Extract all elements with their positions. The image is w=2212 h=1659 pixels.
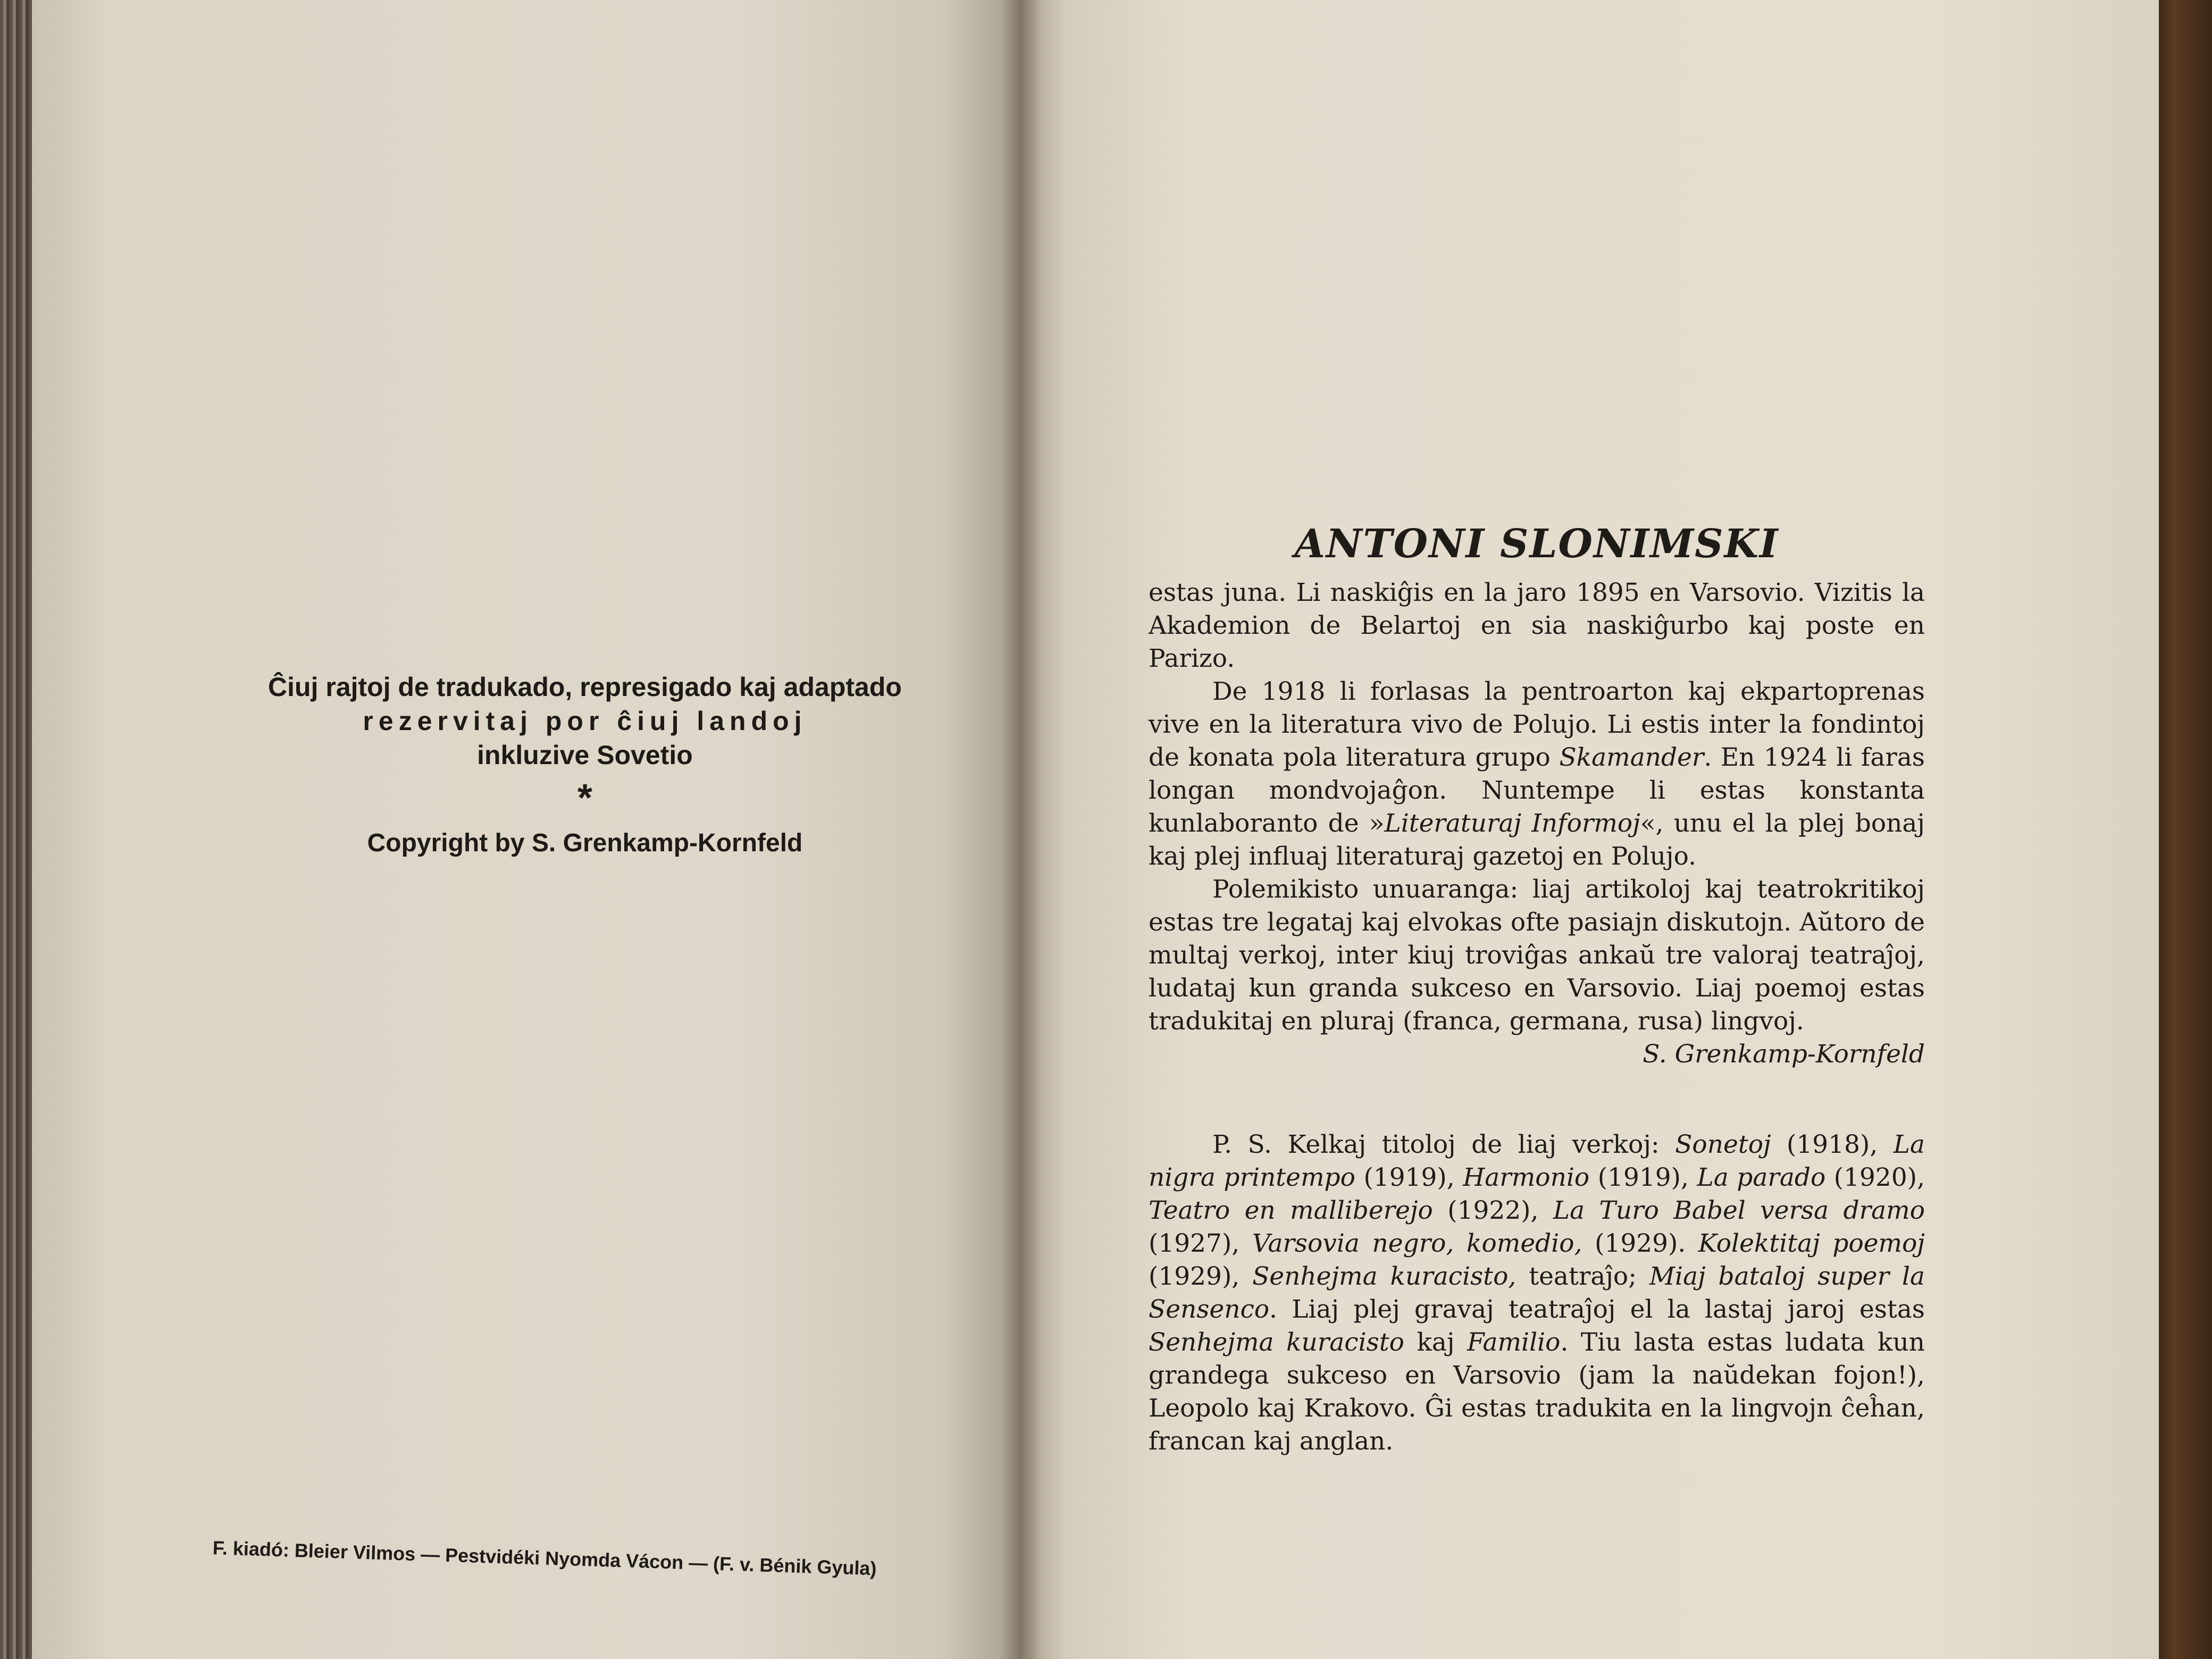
paragraph-birth: estas juna. Li naskiĝis en la jaro 1895 en Varsovio. Vizitis la Akademion de Belartoj en sia naskiĝurbo kaj poste en Parizo. <box>1149 578 1925 673</box>
biography-text <box>1149 521 1925 1458</box>
left-page <box>32 0 1021 1659</box>
rights-line-2: rezervitaj por ĉiuj landoj <box>363 706 807 736</box>
printer-colophon: F. kiadó: Bleier Vilmos — Pestvidéki Nyomda Vácon — (F. v. Bénik Gyula) <box>212 1537 877 1580</box>
paragraph-career: De 1918 li forlasas la pentroarton kaj ekpartoprenas vive en la literatura vivo de Polujo. Li estis inter la fondintoj de konata pola literatura grupo Skamander. En 1924 li faras longan mondvojaĝon. Nuntempe li estas konstanta kunlaboranto de »Literaturaj Informoj«, unu el la plej bonaj kaj plej influaj literaturaj gazetoj en Polujo. <box>1149 677 1925 871</box>
paragraph-polemicist: Polemikisto unuaranga: liaj artikoloj kaj teatrokritikoj estas tre legataj kaj elvokas ofte pasiajn diskutojn. Aŭtoro de multaj verkoj, inter kiuj troviĝas ankaŭ tre valoraj teatraĵoj, ludataj kun granda sukceso en Varsovio. Liaj poemoj estas tradukitaj en pluraj (franca, germana, rusa) lingvoj. <box>1149 875 1925 1036</box>
book-gutter <box>1000 0 1042 1659</box>
postscript-works: P. S. Kelkaj titoloj de liaj verkoj: Sonetoj (1918), La nigra printempo (1919), Harmonio (1919), La parado (1920), Teatro en malliberejo (1922), La Turo Babel versa dramo (1927), Varsovia negro, komedio, (1929). Kolektitaj poemoj (1929), Senhejma kuracisto, teatraĵo; Miaj bataloj super la Sensenco. Liaj plej gravaj teatraĵoj el la lastaj jaroj estas Senhejma kuracisto kaj Familio. Tiu lasta estas ludata kun grandega sukceso en Varsovio (jam la naŭdekan fojon!), Leopolo kaj Krakovo. Ĝi estas tradukita en la lingvojn ĉeĥan, francan kaj anglan. <box>1149 1130 1925 1456</box>
rights-line-1: Ĉiuj rajtoj de tradukado, represigado kaj adaptado <box>268 672 902 702</box>
literaturaj-informoj-title: Literaturaj Informoj <box>1384 809 1640 838</box>
rights-notice <box>234 670 936 859</box>
asterisk-ornament: * <box>577 777 593 819</box>
author-heading: ANTONI SLONIMSKI <box>1294 521 1779 567</box>
signature: S. Grenkamp-Kornfeld <box>1643 1040 1925 1069</box>
rights-line-3: inkluzive Sovetio <box>477 740 693 770</box>
skamander-title: Skamander <box>1559 743 1704 772</box>
copyright-line: Copyright by S. Grenkamp-Kornfeld <box>367 829 803 857</box>
